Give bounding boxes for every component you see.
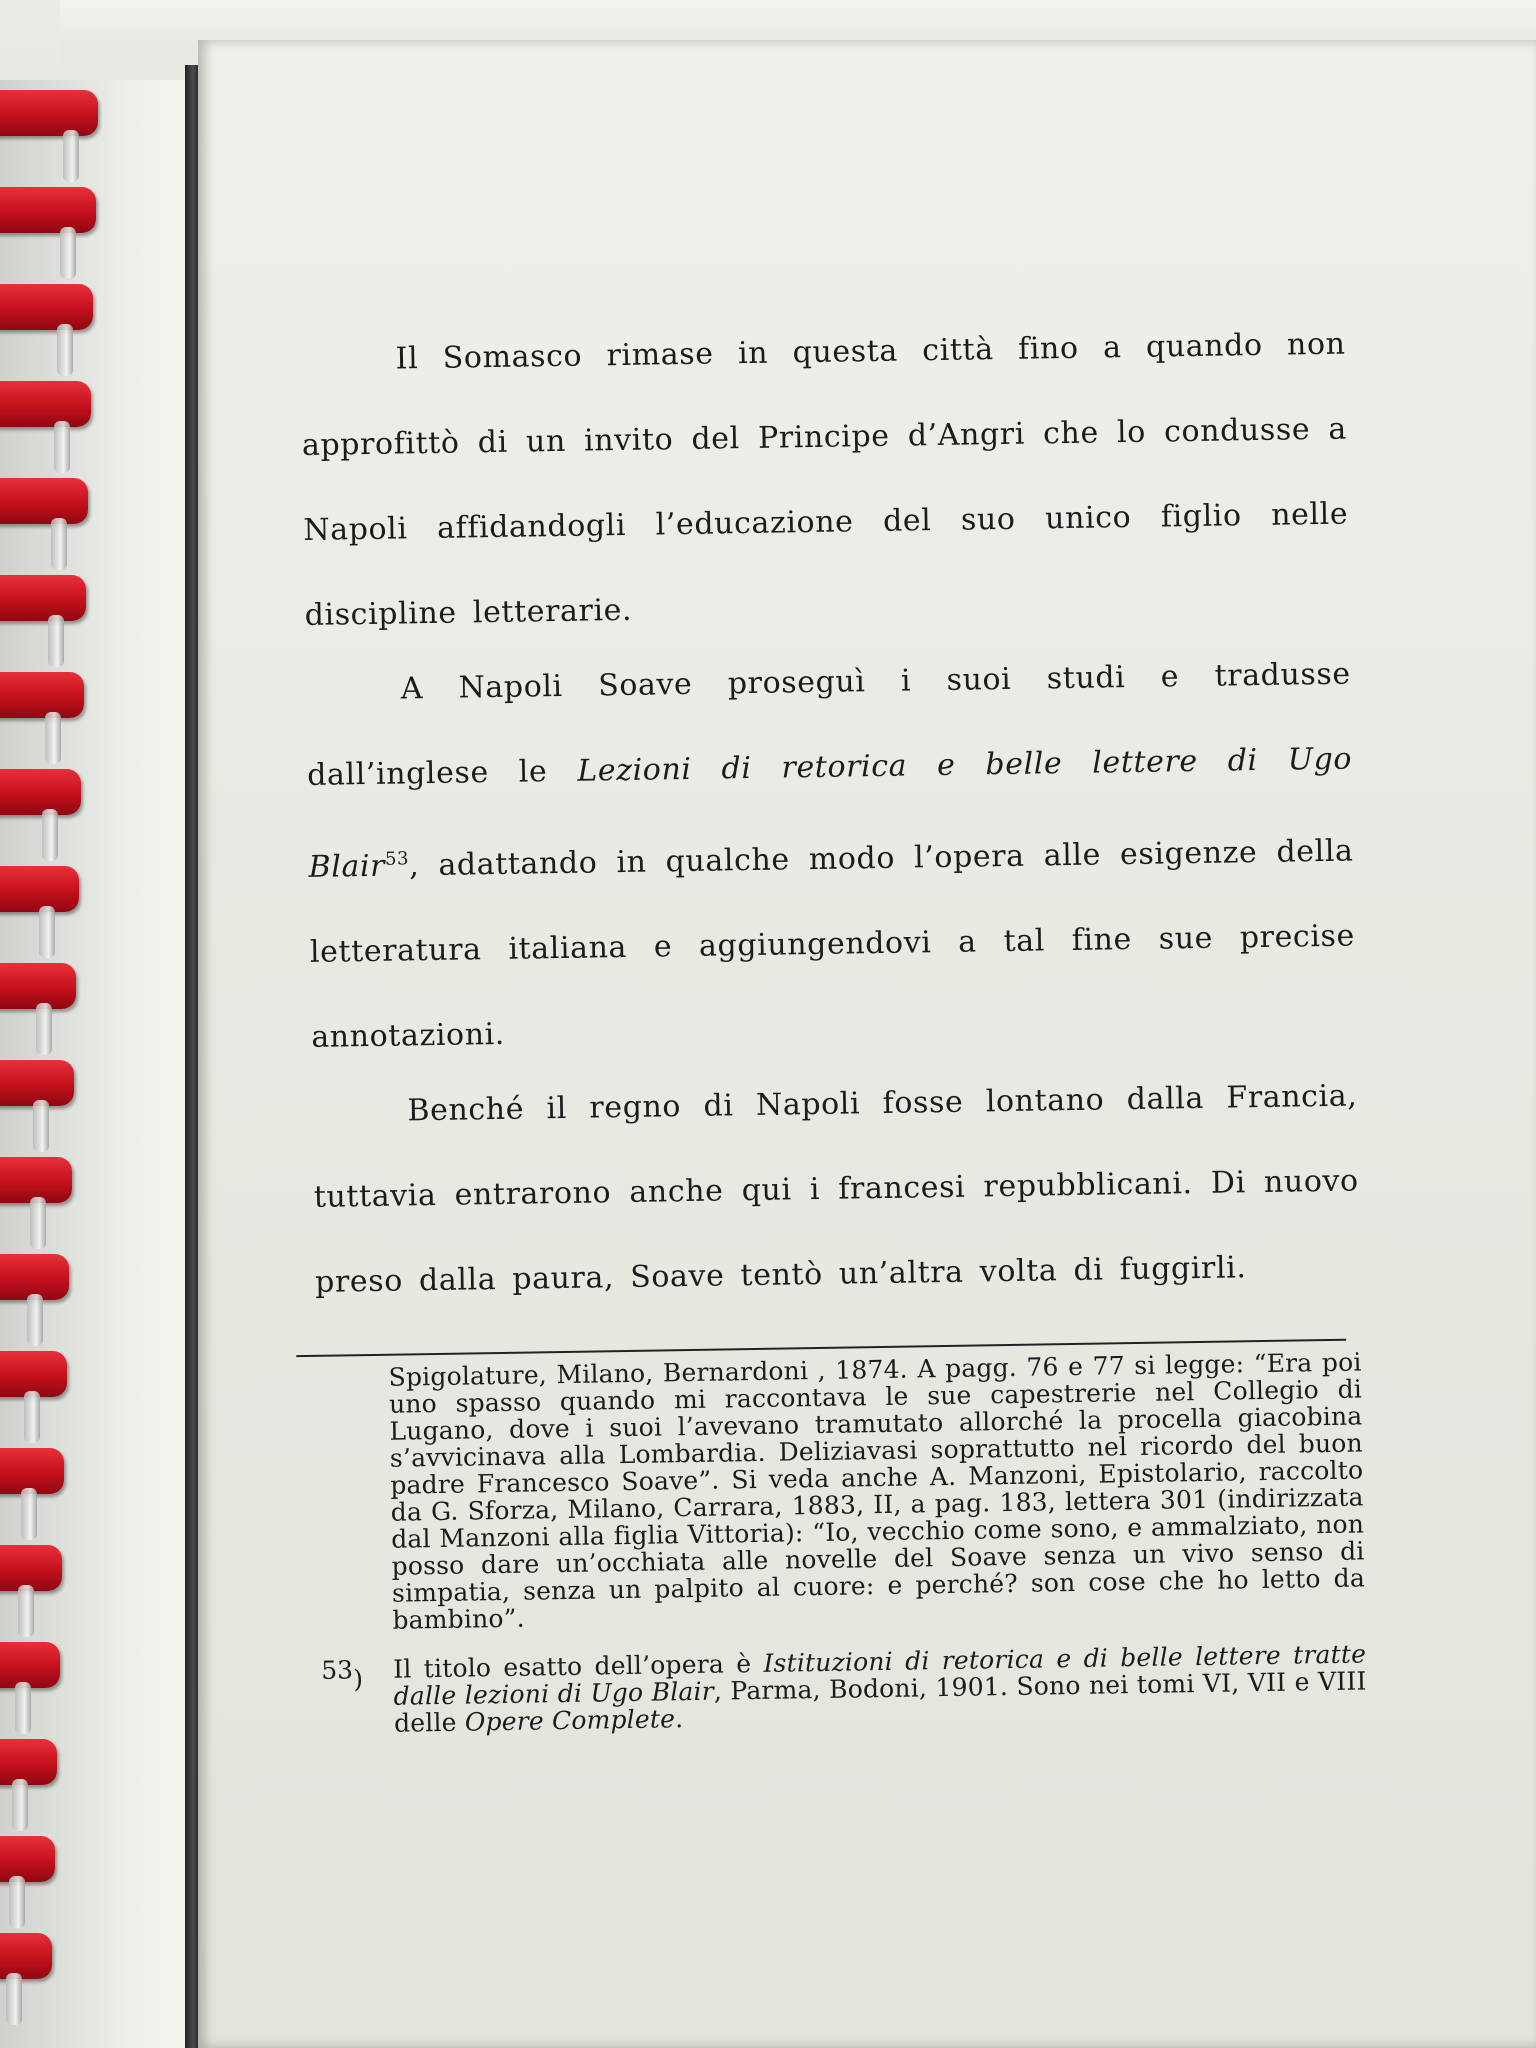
footnote-53 [321, 1640, 1367, 1737]
binding-loop [21, 1488, 37, 1540]
binding-coil [0, 1739, 57, 1785]
paragraph-2-after: , adattando in qualche modo l’opera alle esigenze della letteratura italiana e aggiungendovi a tal fine sue precise annotazioni. [309, 833, 1356, 1055]
binding-loop [42, 809, 58, 861]
footnote-ref-53[interactable]: 53 [384, 848, 410, 870]
binding-coil [0, 1933, 52, 1979]
binding-loop [57, 324, 73, 376]
footnote-53-title: Istituzioni di retorica e di belle lettere tratte dalle lezioni di Ugo Blair [393, 1639, 1367, 1711]
footnote-53-number: $^{53}$) [321, 1655, 364, 1694]
binding-loop [36, 1003, 52, 1055]
binding-loop [27, 1294, 43, 1346]
binding-coil [0, 1545, 62, 1591]
paragraph-3: Benché il regno di Napoli fosse lontano dalla Francia, tuttavia entrarono anche qui i francesi repubblicani. Di nuovo preso dalla paura, Soave tentò un’altra volta di fuggirli. [313, 1078, 1359, 1300]
binding-loop [18, 1585, 34, 1637]
binding-loop [15, 1682, 31, 1734]
binding-coil [0, 90, 98, 136]
binding-loop [12, 1779, 28, 1831]
binding-coil [0, 575, 86, 621]
footnote-continued: Spigolature, Milano, Bernardoni , 1874. A pagg. 76 e 77 si legge: “Era poi uno spasso quando mi raccontava le sue capestrerie nel Collegio di Lugano, dove i suoi l’avevano tramutato allorché la procella giacobina s’avvicinava alla Lombardia. Deliziavasi soprattutto nel ricordo del buon padre Francesco Soave”. Si veda anche A. Manzoni, Epistolario, raccolto da G. Sforza, Milano, Carrara, 1883, II, a pag. 183, lettera 301 (indirizzata dal Manzoni alla figlia Vittoria): “Io, vecchio come sono, e ammalziato, non posso dare un’occhiata alle novelle del Soave senza un vivo senso di simpatia, senza un palpito al cuore: e perché? son cose che ho letto da bambino”. [388, 1347, 1366, 1635]
paragraph-1: Il Somasco rimase in questa città fino a quando non approfittò di un invito del Principe d’Angri che lo condusse a Napoli affidandogli l’educazione del suo unico figlio nelle discipline letterarie. [301, 326, 1349, 633]
binding-loop [9, 1876, 25, 1928]
binding-loop [51, 518, 67, 570]
binding-loop [6, 1973, 22, 2025]
binding-coil [0, 866, 79, 912]
binding-loop [45, 712, 61, 764]
binding-coil [0, 1836, 55, 1882]
footnote-53-title2: Opere Complete [464, 1704, 676, 1737]
page-content [300, 302, 1367, 1738]
binding-coil [0, 672, 84, 718]
binding-loop [60, 227, 76, 279]
body-text [300, 302, 1361, 1325]
binding-coil [0, 381, 91, 427]
binding-loop [30, 1197, 46, 1249]
binding-coil [0, 284, 93, 330]
binding-coil [0, 1448, 64, 1494]
binding-loop [54, 421, 70, 473]
binding-loop [48, 615, 64, 667]
binding-coil [0, 187, 96, 233]
footnote-53-text: Il titolo esatto dell’opera è Istituzioni di retorica e di belle lettere tratte dalle lezioni di Ugo Blair, Parma, Bodoni, 1901. Sono nei tomi VI, VII e VIII delle Opere Complete. [393, 1639, 1367, 1738]
binding-coil [0, 478, 88, 524]
spiral-binding [0, 80, 130, 2048]
binding-loop [39, 906, 55, 958]
paragraph-2 [305, 632, 1357, 1080]
binding-loop [33, 1100, 49, 1152]
binding-coil [0, 963, 76, 1009]
binding-loop [63, 130, 79, 182]
binding-coil [0, 1642, 60, 1688]
binding-coil [0, 769, 81, 815]
binding-loop [24, 1391, 40, 1443]
paragraph-2-before: A Napoli Soave proseguì i suoi studi e tradusse dall’inglese le [306, 656, 1351, 793]
book-title: Lezioni di retorica e belle lettere di Ugo Blair [308, 741, 1353, 885]
